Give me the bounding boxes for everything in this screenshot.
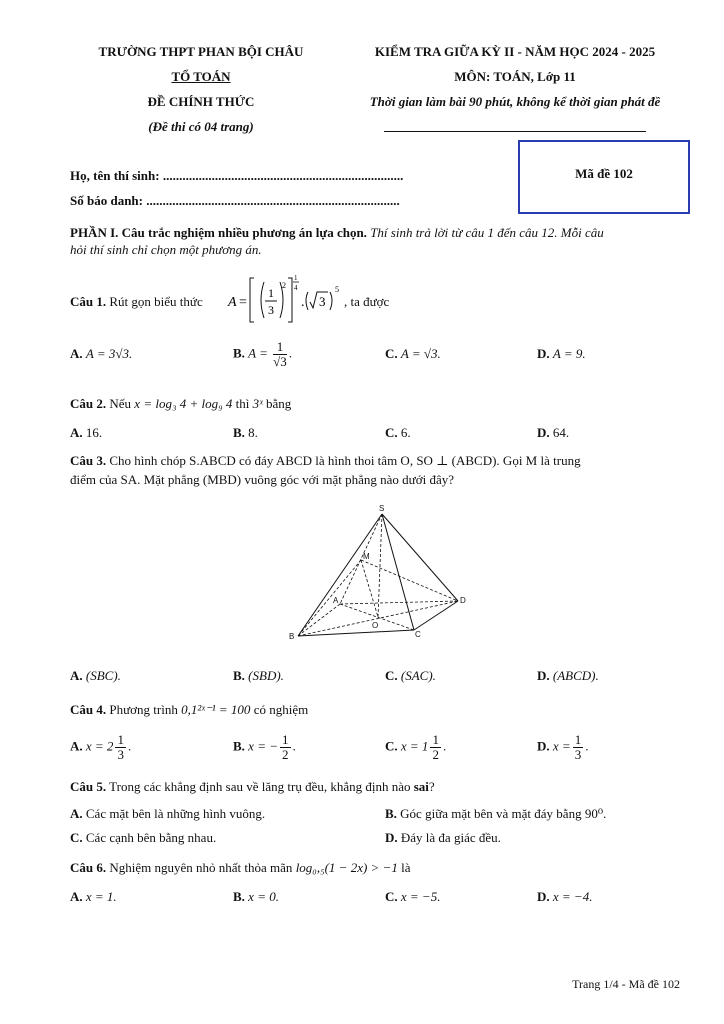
q6-expr: log₀,₅(1 − 2x) > −1 — [295, 860, 398, 875]
seg-MB — [298, 560, 361, 636]
q2-post: bằng — [266, 396, 292, 411]
q5-text: Trong các khẳng định sau về lăng trụ đều, khẳng định nào — [109, 779, 411, 794]
q4-stem — [70, 702, 308, 718]
q1-d-label: D. — [537, 346, 550, 361]
pyramid-figure — [284, 500, 474, 650]
subject: MÔN: TOÁN, Lớp 11 — [454, 69, 576, 84]
part1-instructions-2: hỏi thí sinh chỉ chọn một phương án. — [70, 242, 262, 257]
q1-a-text: A = 3√3. — [85, 346, 133, 361]
q6-option-b[interactable]: B. x = 0. — [233, 889, 279, 904]
q3-stem-2: điểm của SA. Mặt phẳng (MBD) vuông góc với mặt phẳng nào dưới đây? — [70, 472, 455, 487]
q1-option-c[interactable] — [385, 346, 441, 362]
q6-label: Câu 6. — [70, 860, 107, 875]
q1-b-fraction: $\frac{1}{√3}$ — [273, 339, 287, 369]
q1-option-a[interactable] — [70, 346, 132, 362]
svg-text:3: 3 — [268, 303, 274, 317]
exam-code: Mã đề 102 — [575, 166, 633, 181]
q1-a-label: A. — [70, 346, 83, 361]
edge-SD — [382, 514, 458, 601]
q3-stem-1 — [70, 453, 581, 469]
edge-SC — [382, 514, 414, 630]
label-M: M — [363, 552, 370, 561]
q6-option-a[interactable]: A. x = 1. — [70, 889, 117, 904]
q3-option-d[interactable]: D. (ABCD). — [537, 668, 599, 683]
svg-text:1: 1 — [294, 274, 298, 282]
q2-option-b[interactable]: B. 8. — [233, 425, 258, 440]
edge-AD — [340, 601, 458, 604]
q1-text: Rút gọn biểu thức — [109, 294, 203, 309]
edge-SA — [340, 514, 382, 604]
label-B: B — [289, 632, 295, 641]
q4-option-d[interactable]: D. x = $\frac{1}{3}$ . — [537, 732, 589, 762]
q4-option-c[interactable]: C. x = 1 $\frac{1}{2}$ . — [385, 732, 447, 762]
q5-option-d[interactable]: D. Đáy là đa giác đều. — [385, 830, 501, 845]
q4-option-a[interactable]: A. x = 2 $\frac{1}{3}$ . — [70, 732, 132, 762]
q6-text: Nghiệm nguyên nhỏ nhất thỏa mãn — [109, 860, 293, 875]
seg-MO — [361, 560, 378, 617]
school-name: TRƯỜNG THPT PHAN BỘI CHÂU — [98, 44, 304, 59]
q1-c-label: C. — [385, 346, 398, 361]
svg-text:1: 1 — [268, 286, 274, 300]
q1-d-text: A = 9. — [552, 346, 586, 361]
q1-expression — [224, 270, 344, 330]
svg-text:=: = — [239, 295, 247, 310]
official-label: ĐỀ CHÍNH THỨC — [147, 94, 255, 109]
q4-post: có nghiệm — [253, 702, 309, 717]
label-S: S — [379, 504, 385, 513]
part1-heading — [70, 225, 604, 241]
q5-emph: sai — [413, 779, 429, 794]
edge-SB — [298, 514, 382, 636]
seg-MD — [361, 560, 458, 601]
q1-option-b[interactable]: B. A = $\frac{1}{√3}$ . — [233, 339, 293, 369]
q3-option-b[interactable]: B. (SBD). — [233, 668, 284, 683]
q2-label: Câu 2. — [70, 396, 107, 411]
q4-expr: 0,1²ˣ⁻¹ = 100 — [181, 702, 251, 717]
q6-option-d[interactable]: D. x = −4. — [537, 889, 593, 904]
q2-option-c[interactable]: C. 6. — [385, 425, 411, 440]
department: TỔ TOÁN — [171, 69, 231, 84]
q1-b-label: B. — [233, 345, 245, 361]
part1-instructions: Thí sinh trả lời từ câu 1 đến câu 12. Mỗi câu — [370, 225, 604, 240]
q1-c-text: A = √3. — [400, 346, 441, 361]
pages-note: (Đề thi có 04 trang) — [148, 119, 254, 134]
svg-text:5: 5 — [335, 285, 339, 294]
label-C: C — [415, 630, 421, 639]
q1-option-d[interactable] — [537, 346, 586, 362]
header-divider — [384, 131, 646, 132]
q2-option-d[interactable]: D. 64. — [537, 425, 570, 440]
page-footer: Trang 1/4 - Mã đề 102 — [572, 977, 680, 991]
q3-label: Câu 3. — [70, 453, 107, 468]
svg-text:2: 2 — [282, 281, 286, 290]
q1-label: Câu 1. — [70, 294, 107, 309]
label-D: D — [460, 596, 466, 605]
q2-stem — [70, 396, 291, 412]
svg-text:3: 3 — [319, 294, 326, 309]
q4-pre: Phương trình — [109, 702, 178, 717]
q1-stem — [70, 294, 203, 310]
svg-text:4: 4 — [294, 284, 298, 292]
diag-BD — [298, 601, 458, 636]
svg-text:.: . — [301, 295, 305, 310]
q3-option-a[interactable]: A. (SBC). — [70, 668, 121, 683]
q2-expr: x = log₃ 4 + log₉ 4 — [134, 396, 233, 411]
q4-option-b[interactable]: B. x = − $\frac{1}{2}$ . — [233, 732, 296, 762]
time-note: Thời gian làm bài 90 phút, không kể thời gian phát đề — [369, 94, 661, 109]
label-O: O — [372, 621, 379, 630]
q2-pow: 3ˣ — [252, 396, 263, 411]
name-line: Họ, tên thí sinh: .......................................................................... — [70, 168, 404, 183]
edge-CD — [414, 601, 458, 630]
q5-option-a[interactable]: A. Các mặt bên là những hình vuông. — [70, 806, 266, 821]
q2-pre: Nếu — [109, 396, 132, 411]
q5-option-c[interactable]: C. Các cạnh bên bằng nhau. — [70, 830, 217, 845]
q5-option-b[interactable]: B. Góc giữa mặt bên và mặt đáy bằng 90⁰. — [385, 806, 607, 821]
q6-stem — [70, 860, 410, 876]
q1-expr-A: A — [228, 295, 237, 310]
label-A: A — [333, 596, 339, 605]
exam-code-box — [518, 140, 690, 214]
q5-label: Câu 5. — [70, 779, 107, 794]
q3-line1: Cho hình chóp S.ABCD có đáy ABCD là hình thoi tâm O, SO ⊥ (ABCD). Gọi M là trung — [109, 453, 581, 468]
q6-post: là — [401, 860, 411, 875]
part1-title: PHẦN I. Câu trắc nghiệm nhiều phương án lựa chọn. — [70, 225, 367, 240]
exam-title: KIỂM TRA GIỮA KỲ II - NĂM HỌC 2024 - 2025 — [374, 44, 656, 59]
edge-BC — [298, 630, 414, 636]
q1-tail: , ta được — [344, 294, 390, 309]
seg-SO — [378, 514, 382, 617]
q2-mid: thì — [235, 396, 250, 411]
q6-option-c[interactable]: C. x = −5. — [385, 889, 441, 904]
q4-label: Câu 4. — [70, 702, 107, 717]
q1-b-pre: A = — [248, 345, 268, 361]
q2-option-a[interactable]: A. 16. — [70, 425, 103, 440]
q3-option-c[interactable]: C. (SAC). — [385, 668, 436, 683]
q5-stem: Câu 5. Trong các khẳng định sau về lăng trụ đều, khẳng định nào sai? — [70, 779, 435, 794]
id-line: Số báo danh: .............................................................................. — [70, 193, 400, 208]
